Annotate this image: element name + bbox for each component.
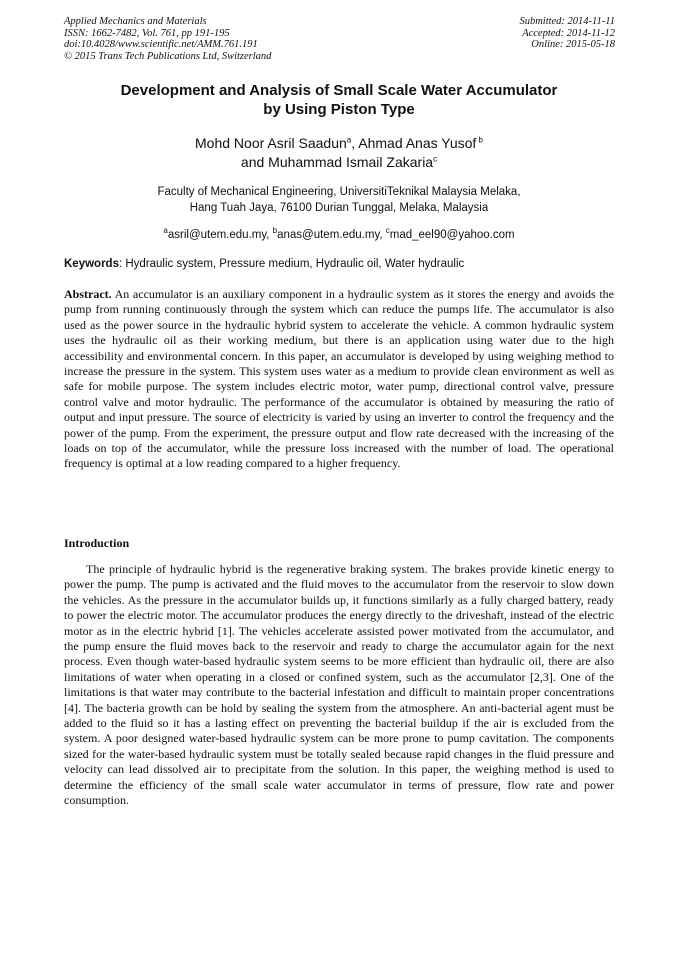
email-a: asril@utem.edu.my, — [167, 229, 273, 241]
email-b: anas@utem.edu.my, — [277, 229, 386, 241]
title-line-2: by Using Piston Type — [263, 101, 415, 118]
submitted-date: Submitted: 2014-11-11 — [519, 16, 615, 27]
journal-info — [64, 16, 394, 62]
email-c: mad_eel90@yahoo.com — [389, 229, 515, 241]
author-2: , Ahmad Anas Yusof — [351, 135, 477, 151]
doi-line: doi:10.4028/www.scientific.net/AMM.761.191 — [64, 39, 258, 50]
keywords-text: : Hydraulic system, Pressure medium, Hydraulic oil, Water hydraulic — [118, 258, 465, 270]
email-c-mark: c — [385, 226, 390, 236]
copyright-line: © 2015 Trans Tech Publications Ltd, Switzerland — [64, 50, 272, 62]
author-3-affil-mark: c — [433, 154, 438, 164]
affiliation — [64, 185, 614, 216]
introduction-heading: Introduction — [64, 536, 130, 550]
issn-line: ISSN: 1662-7482, Vol. 761, pp 191-195 — [64, 27, 230, 39]
abstract-label: Abstract. — [64, 287, 112, 301]
author-emails — [64, 228, 614, 243]
keywords — [64, 257, 614, 272]
email-a-mark: a — [163, 226, 168, 236]
author-2-affil-mark: b — [476, 135, 483, 145]
title-line-1: Development and Analysis of Small Scale Water Accumulator — [120, 82, 558, 99]
email-b-mark: b — [272, 226, 278, 236]
author-3: and Muhammad Ismail Zakaria — [240, 154, 434, 170]
paper-title — [64, 81, 614, 119]
author-1: Mohd Noor Asril Saadun — [195, 135, 347, 151]
accepted-date: Accepted: 2014-11-12 — [522, 27, 615, 39]
author-line-2 — [64, 153, 614, 172]
author-1-affil-mark: a — [346, 135, 352, 145]
abstract — [64, 287, 614, 472]
dates-info — [395, 16, 615, 51]
keywords-label: Keywords — [64, 258, 119, 270]
author-line-1 — [64, 134, 614, 153]
abstract-text: An accumulator is an auxiliary component in a hydraulic system as it stores the energy and avoids the pump from running continuously through the system which can reduce the pumps life. The accumulator is also used as the power source in the hydraulic hybrid system to accelerate the vehicle. A common hydraulic system uses the hydraulic oil as their working medium, but there is an application using water due to the high accessibility and environmental concern. In this paper, an accumulator is developed by using weighing method to increase the pressure in the system. This system uses water as a medium to provide clean environment as well as safe for mobile purpose. The system includes electric motor, water pump, directional control valve, pressure control valve and motor hydraulic. The performance of the accumulator is obtained by measuring the ratio of output and input pressure. The source of electricity is varied by using an inverter to control the frequency and the power of the pump. From the experiment, the pressure output and flow rate decreased with the increasing of the loads on top of the accumulator, while the pressure loss increased with the number of load. The operational frequency is optimal at a low reading compared to a higher frequency. — [64, 287, 614, 471]
affiliation-line-2: Hang Tuah Jaya, 76100 Durian Tunggal, Melaka, Malaysia — [189, 201, 489, 214]
journal-name: Applied Mechanics and Materials — [64, 16, 207, 27]
online-date: Online: 2015-05-18 — [531, 39, 615, 50]
affiliation-line-1: Faculty of Mechanical Engineering, UniversitiTeknikal Malaysia Melaka, — [157, 186, 521, 198]
author-list — [64, 134, 614, 172]
introduction-paragraph: The principle of hydraulic hybrid is the regenerative braking system. The brakes provide kinetic energy to power the pump. The pump is activated and the fluid moves to the accumulator from the reservoir to slow down the vehicles. As the pressure in the accumulator builds up, it functions similarly as a fully charged battery, ready to power the electric motor. The accumulator produces the energy directly to the driveshaft, instead of the electric motor as in the electric hybrid [1]. The vehicles accelerate assisted power motivated from the accumulator, and the pump ensure the fluid moves back to the reservoir and ready to charge the accumulator again for the next process. Even though water-based hydraulic system seems to be more efficient than hydraulic oil, there are also limitations of water when operating in a closed or confined system, such as the accumulator [2,3]. One of the limitations is that water may contribute to the bacterial infestation and difficult to maintain proper concentrations [4]. The bacteria growth can be hold by sealing the system from the atmosphere. An anti-bacterial agent must be added to the fluid so it has a lasting effect on preventing the bacterial buildup if the air is excluded from the system. A poor designed water-based hydraulic system can be more prone to pump cavitation. The components sized for the water-based hydraulic system must be totally sealed because rapid changes in the fluid pressure and velocity can lead dissolved air to precipitate from the solution. In this paper, the weighing method is used to determine the efficiency of the small scale water accumulator in terms of pressure, flow rate and power consumption. — [64, 562, 614, 808]
